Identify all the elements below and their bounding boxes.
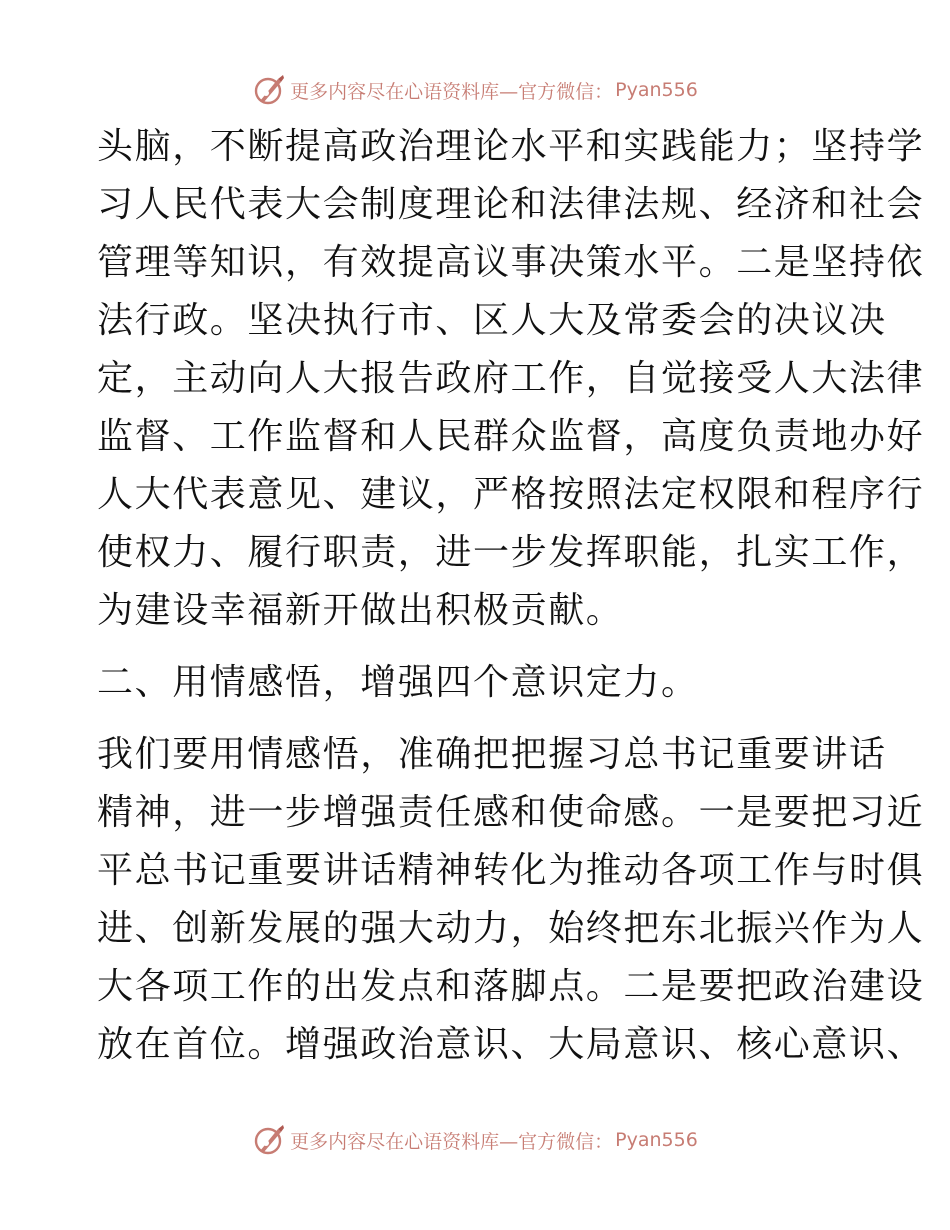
section-heading: 二、用情感悟，增强四个意识定力。 bbox=[97, 662, 699, 703]
paragraph-spacer bbox=[97, 712, 857, 726]
header-watermark bbox=[0, 70, 950, 110]
text-line: 人大代表意见、建议，严格按照法定权限和程序行 bbox=[97, 474, 925, 515]
text-line: 使权力、履行职责，进一步发挥职能，扎实工作， bbox=[97, 532, 925, 573]
paragraph-spacer bbox=[97, 640, 857, 654]
watermark-wechat-id: Pyan556 bbox=[615, 79, 698, 101]
text-line: 为建设幸福新开做出积极贡献。 bbox=[97, 590, 624, 631]
text-line: 放在首位。增强政治意识、大局意识、核心意识、 bbox=[97, 1024, 925, 1065]
text-line: 进、创新发展的强大动力，始终把东北振兴作为人 bbox=[97, 908, 925, 949]
text-line: 定，主动向人大报告政府工作，自觉接受人大法律 bbox=[97, 358, 925, 399]
text-line: 头脑，不断提高政治理论水平和实践能力；坚持学 bbox=[97, 126, 925, 167]
text-line: 管理等知识，有效提高议事决策水平。二是坚持依 bbox=[97, 242, 925, 283]
footer-watermark bbox=[0, 1120, 950, 1160]
document-body bbox=[97, 118, 925, 1074]
text-line: 法行政。坚决执行市、区人大及常委会的决议决 bbox=[97, 300, 887, 341]
quill-logo-icon bbox=[252, 73, 286, 107]
text-line: 我们要用情感悟，准确把把握习总书记重要讲话 bbox=[97, 734, 887, 775]
watermark-text: 更多内容尽在心语资料库—官方微信： bbox=[290, 1130, 614, 1153]
paragraph-2 bbox=[97, 726, 925, 1074]
quill-logo-icon bbox=[252, 1123, 286, 1157]
text-line: 大各项工作的出发点和落脚点。二是要把政治建设 bbox=[97, 966, 925, 1007]
text-line: 习人民代表大会制度理论和法律法规、经济和社会 bbox=[97, 184, 925, 225]
watermark-wechat-id: Pyan556 bbox=[615, 1129, 698, 1151]
text-line: 平总书记重要讲话精神转化为推动各项工作与时俱 bbox=[97, 850, 925, 891]
text-line: 监督、工作监督和人民群众监督，高度负责地办好 bbox=[97, 416, 925, 457]
watermark-text: 更多内容尽在心语资料库—官方微信： bbox=[290, 80, 614, 103]
text-line: 精神，进一步增强责任感和使命感。一是要把习近 bbox=[97, 792, 925, 833]
paragraph-1 bbox=[97, 118, 925, 640]
